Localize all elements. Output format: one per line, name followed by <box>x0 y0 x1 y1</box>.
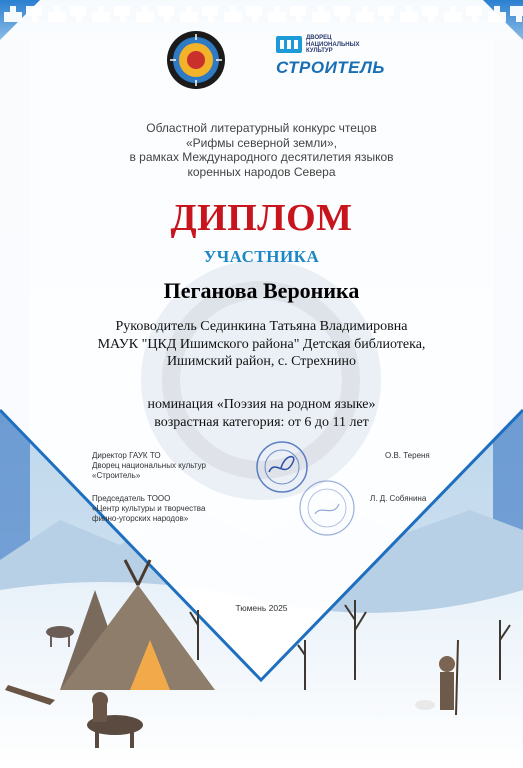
header-line-3: в рамках Международного десятилетия языков <box>129 150 394 164</box>
logo-name: СТРОИТЕЛЬ <box>276 58 385 77</box>
header-line-2: «Рифмы северной земли», <box>185 135 338 150</box>
leader-line-1: Руководитель Сединкина Татьяна Владимировна <box>115 319 408 334</box>
signatory-2-title <box>92 494 205 524</box>
nomination-line-1: номинация «Поэзия на родном языке» <box>147 397 376 412</box>
palace-building-icon <box>276 34 302 54</box>
nomination-line-2: возрастная категория: от 6 до 11 лет <box>154 414 369 430</box>
signatory-1-title-line-3: «Строитель» <box>92 471 141 480</box>
recipient-name: Пеганова Вероника <box>163 278 360 303</box>
contest-header <box>0 121 523 179</box>
signatory-1-title <box>92 451 206 481</box>
header-line-4: коренных народов Севера <box>187 164 336 179</box>
leader-line-3: Ишимский район, с. Стрехнино <box>166 354 357 369</box>
left-emblem-logo <box>166 30 226 90</box>
diploma-subtitle: УЧАСТНИКА <box>203 247 320 266</box>
signatory-1-title-line-2: Дворец национальных культур <box>92 461 206 470</box>
footer-city-year: Тюмень 2025 <box>235 603 288 613</box>
diploma-title: ДИПЛОМ <box>170 197 353 239</box>
leader-line-2: МАУК "ЦКД Ишимского района" Детская библиотека, <box>97 336 426 352</box>
logo-caption-line3: КУЛЬТУР <box>306 48 333 54</box>
header-line-1: Областной литературный конкурс чтецов <box>146 121 377 135</box>
logo-caption-line1: ДВОРЕЦ <box>306 35 332 41</box>
logo-caption-line2: НАЦИОНАЛЬНЫХ <box>306 41 360 48</box>
signatory-2-title-line-2: «Центр культуры и творчества <box>92 504 206 513</box>
second-stamp-icon <box>297 478 357 538</box>
signatory-1-title-line-1: Директор ГАУК ТО <box>92 451 161 460</box>
signatory-2-name: Л. Д. Собянина <box>370 494 427 503</box>
signatory-2-title-line-1: Председатель ТООО <box>92 494 171 503</box>
signatory-1-name: О.В. Тереня <box>385 451 430 460</box>
nomination-info <box>0 396 523 431</box>
signatory-2-title-line-3: финно-угорских народов» <box>92 514 189 523</box>
sun-emblem-icon <box>166 30 226 90</box>
leader-info <box>0 318 523 371</box>
right-logo <box>276 34 386 84</box>
